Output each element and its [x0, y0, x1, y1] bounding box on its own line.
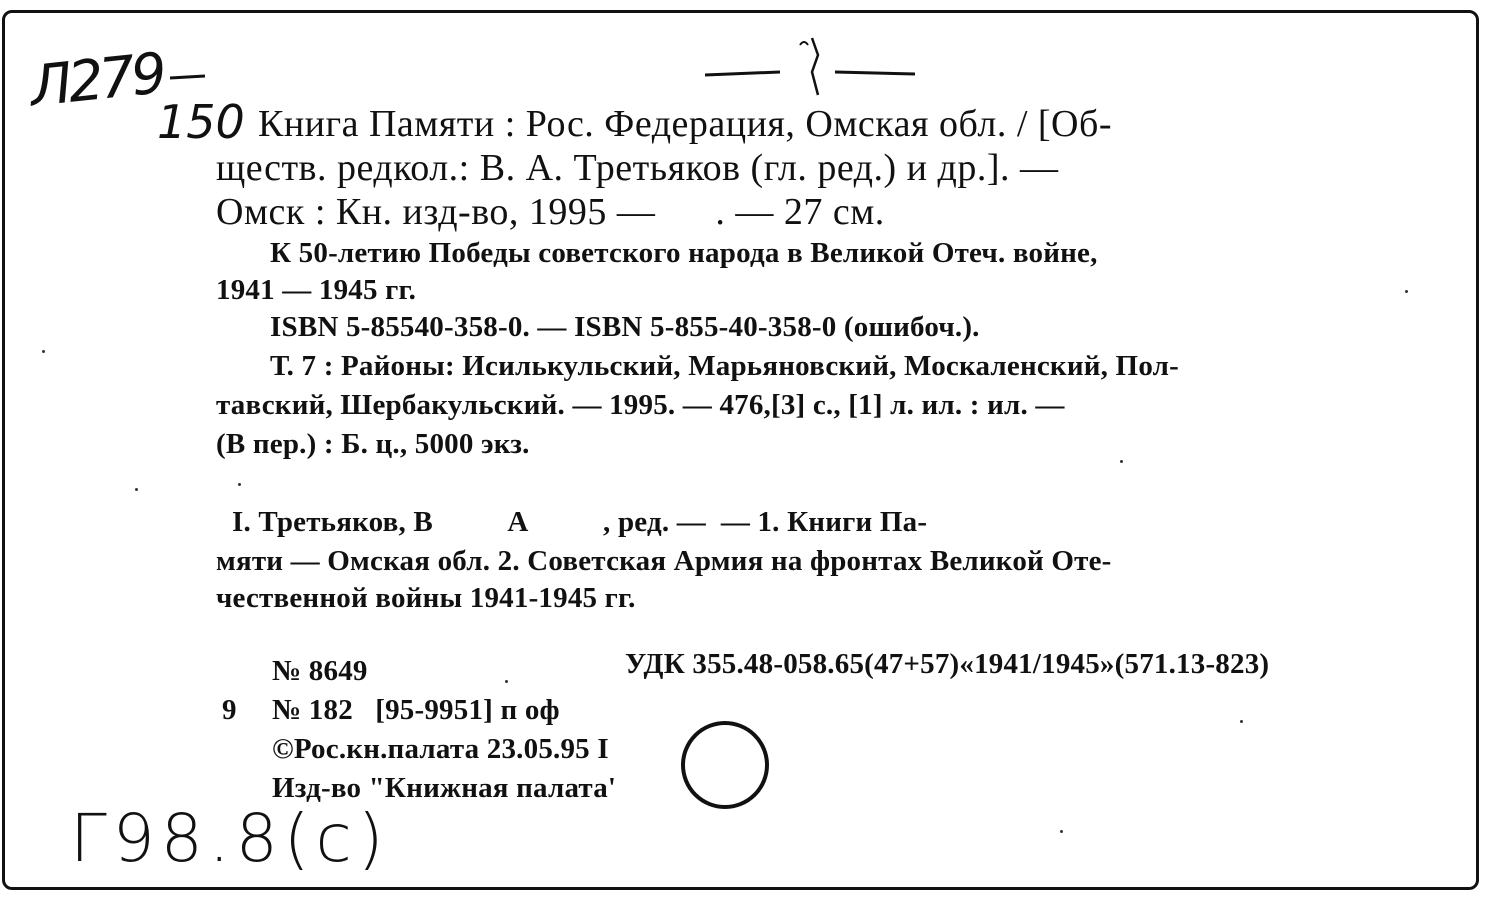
note-line-2: 1941 — 1945 гг.	[216, 274, 417, 306]
volume-line-2: тавский, Шербакульский. — 1995. — 476,[3] с., [1] л. ил. : ил. —	[216, 389, 1065, 421]
udk-code: УДК 355.48-058.65(47+57)«1941/1945»(571.13-823)	[625, 648, 1270, 680]
subjects-line-3: чественной войны 1941-1945 гг.	[216, 582, 636, 614]
speck	[238, 483, 241, 486]
card-number: № 8649	[272, 655, 368, 687]
subjects-line-1: I. Третьяков, В А , ред. — — 1. Книги Па-	[232, 506, 928, 538]
top-rule-right	[835, 72, 915, 74]
speck	[1060, 830, 1063, 833]
speck	[1240, 720, 1243, 723]
title-line-1: Книга Памяти : Рос. Федерация, Омская обл. / [Об-	[258, 103, 1112, 145]
speck	[135, 488, 138, 491]
speck	[505, 680, 508, 683]
isbn-line: ISBN 5-85540-358-0. — ISBN 5-855-40-358-0 (ошибоч.).	[270, 311, 980, 343]
speck	[1405, 290, 1408, 293]
registration-number: № 182 [95-9951] п оф	[272, 694, 560, 726]
speck	[1120, 460, 1123, 463]
shelfmark-handwritten: Л279	[26, 41, 167, 120]
top-mark	[812, 38, 818, 95]
note-line-1: К 50-летию Победы советского народа в Великой Отеч. войне,	[270, 237, 1098, 269]
publisher-line: Изд-во "Книжная палата'	[272, 772, 617, 804]
footer-nine: 9	[222, 694, 237, 726]
title-line-3: Омск : Кн. изд-во, 1995 — . — 27 см.	[216, 191, 885, 233]
top-rule-left	[705, 72, 780, 75]
subjects-line-2: мяти — Омская обл. 2. Советская Армия на фронтах Великой Оте-	[216, 545, 1112, 577]
classification-handwritten: Г98.8(с)	[70, 800, 390, 877]
title-line-2: ществ. редкол.: В. А. Третьяков (гл. ред.) и др.]. —	[216, 147, 1059, 189]
stamp-circle	[683, 723, 767, 807]
volume-line-3: (В пер.) : Б. ц., 5000 экз.	[216, 428, 530, 460]
copyright-line: ©Рос.кн.палата 23.05.95 I	[272, 733, 609, 765]
volume-line-1: Т. 7 : Районы: Исилькульский, Марьяновский, Москаленский, Пол-	[270, 350, 1179, 382]
index-number-handwritten: 150	[157, 95, 245, 149]
speck	[42, 350, 45, 353]
